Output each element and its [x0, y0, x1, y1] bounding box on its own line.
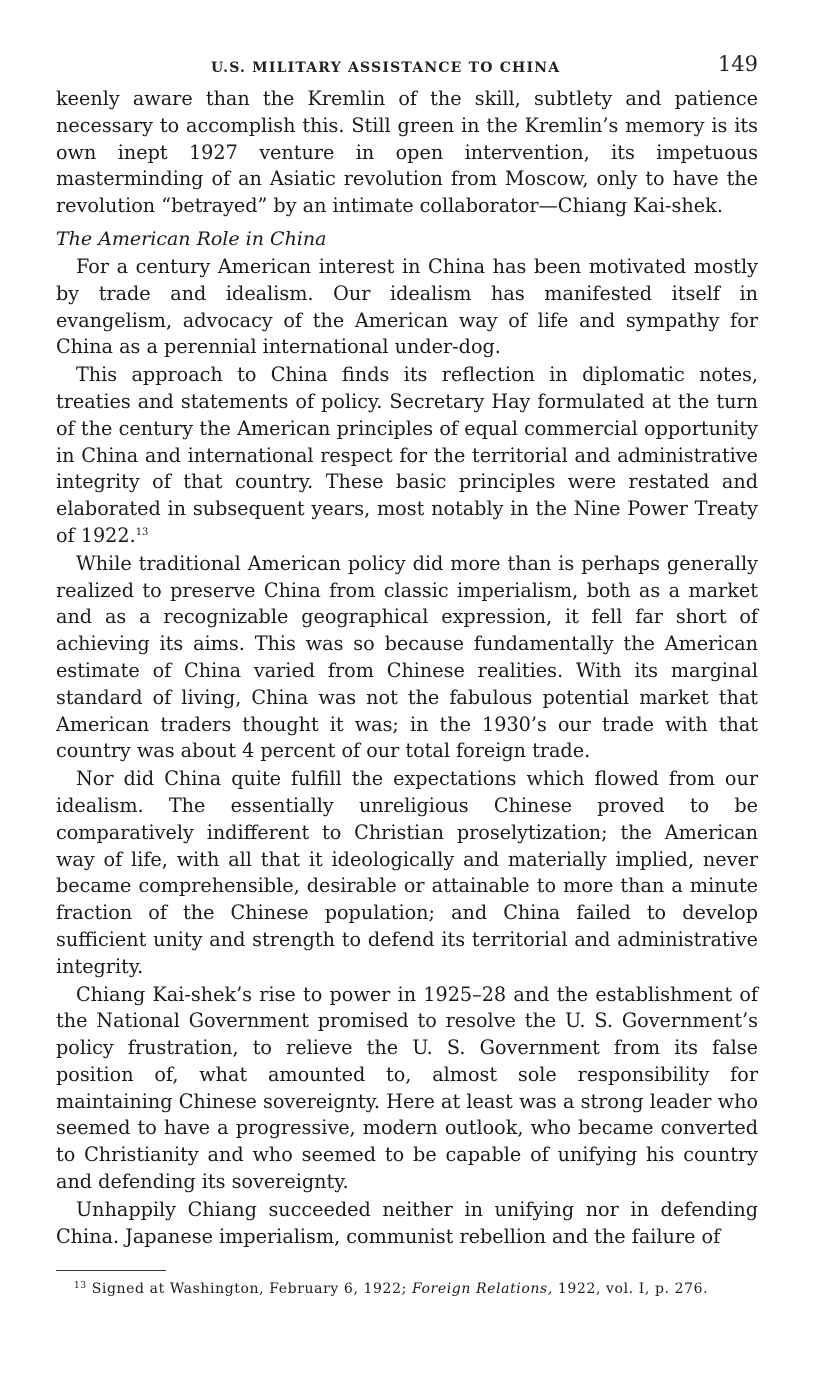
footnote-reference[interactable]: 13 — [135, 526, 149, 538]
footnote-text-before: Signed at Washington, February 6, 1922; — [91, 1281, 407, 1298]
paragraph-6: Unhappily Chiang succeeded neither in unifying nor in defending China. Japanese imperialism, communist rebellion and the failure of — [56, 1197, 758, 1248]
paragraph-2 — [56, 362, 758, 550]
paragraph-5: Chiang Kai-shek’s rise to power in 1925–28 and the establishment of the National Government promised to resolve the U. S. Government’s policy frustration, to relieve the U. S. Government from its false position of, what amounted to, almost sole responsibility for maintaining Chinese sovereignty. Here at least was a strong leader who seemed to have a progressive, modern outlook, who became converted to Christianity and who seemed to be capable of unifying his country and defending its sovereignty. — [56, 982, 758, 1194]
footnote-number: 13 — [74, 1281, 87, 1292]
footnote-divider — [56, 1270, 166, 1271]
paragraph-4: Nor did China quite fulfill the expectations which flowed from our idealism. The essentially unreligious Chinese proved to be comparatively indifferent to Christian proselytization; the American way of life, with all that it ideologically and materially implied, never became comprehensible, desirable or attainable to more than a minute fraction of the Chinese population; and China failed to develop sufficient unity and strength to defend its territorial and administrative integrity. — [56, 767, 758, 978]
page — [56, 52, 758, 1298]
paragraph-1: For a century American interest in China has been motivated mostly by trade and idealism. Our idealism has manifested itself in evangelism, advocacy of the American way of life and sympathy for China as a perennial international under-dog. — [56, 254, 758, 359]
paragraph-3: While traditional American policy did more than is perhaps generally realized to preserve China from classic imperialism, both as a market and as a recognizable geographical expression, it fell far short of achieving its aims. This was so because fundamentally the American estimate of China varied from Chinese realities. With its marginal standard of living, China was not the fabulous potential market that American traders thought it was; in the 1930’s our trade with that country was about 4 percent of our total foreign trade. — [56, 551, 758, 763]
footnote-italic-title: Foreign Relations, — [411, 1281, 553, 1298]
paragraph-2-text: This approach to China finds its reflection in diplomatic notes, treaties and statements of policy. Secretary Hay formulated at the turn of the century the American principles of equal commercial opportunity in China and international respect for the territorial and administrative integrity of that country. These basic principles were restated and elaborated in subsequent years, most notably in the Nine Power Treaty of 1922. — [56, 363, 758, 547]
body-text — [56, 86, 758, 1250]
running-head — [56, 52, 758, 86]
footnote — [56, 1281, 758, 1298]
section-heading: The American Role in China — [56, 227, 327, 250]
page-number: 149 — [717, 52, 758, 76]
running-title: U.S. MILITARY ASSISTANCE TO CHINA — [211, 60, 561, 76]
paragraph-continued: keenly aware than the Kremlin of the skill, subtlety and patience necessary to accomplish this. Still green in the Kremlin’s memory is its own inept 1927 venture in open intervention, its impetuous masterminding of an Asiatic revolution from Moscow, only to have the revolution “betrayed” by an intimate collaborator—Chiang Kai-shek. — [56, 87, 758, 218]
footnote-text-after: 1922, vol. I, p. 276. — [557, 1281, 709, 1298]
